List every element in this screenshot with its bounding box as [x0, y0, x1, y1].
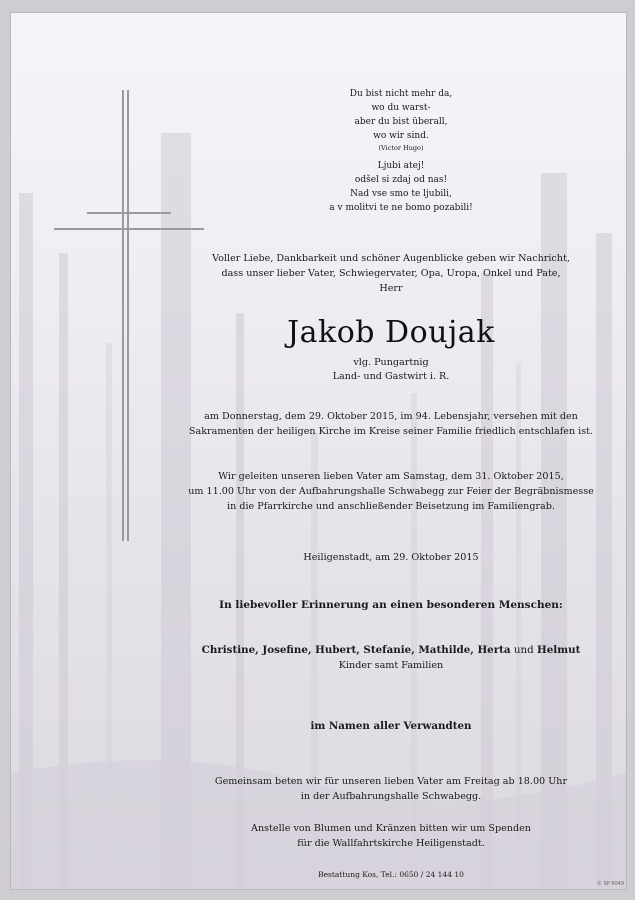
deceased-name: Jakob Doujak	[287, 315, 495, 350]
obituary-sheet	[10, 12, 627, 890]
death-notice-line: am Donnerstag, dem 29. Oktober 2015, im 94. Lebensjahr, versehen mit den	[204, 411, 578, 422]
funeral-line: Wir geleiten unseren lieben Vater am Samstag, dem 31. Oktober 2015,	[218, 471, 564, 482]
poem-german	[271, 87, 531, 153]
deceased-alias: vlg. Pungartnig	[353, 357, 429, 368]
cross-vertical-line-left	[122, 90, 124, 541]
poem-line: wo du warst-	[371, 103, 431, 113]
funeral-line: in die Pfarrkirche und anschließender Beisetzung im Familiengrab.	[227, 501, 555, 512]
prayer-line: in der Aufbahrungshalle Schwabegg.	[300, 791, 482, 802]
funeral-line: um 11.00 Uhr von der Aufbahrungshalle Schwabegg zur Feier der Begräbnismesse	[188, 486, 594, 497]
poem-line: wo wir sind.	[373, 131, 429, 141]
poem-line: odšel si zdaj od nas!	[354, 175, 448, 185]
poem-line: aber du bist überall,	[354, 117, 448, 127]
poem-line: Nad vse smo te ljubili,	[350, 189, 452, 199]
prayer-line: Gemeinsam beten wir für unseren lieben Vater am Freitag ab 18.00 Uhr	[214, 776, 568, 787]
intro-line: Voller Liebe, Dankbarkeit und schöner Augenblicke geben wir Nachricht,	[212, 253, 570, 264]
template-code: © SP 9049	[596, 881, 624, 887]
poem-line: Du bist nicht mehr da,	[349, 89, 453, 99]
family-names	[161, 643, 621, 673]
poem-line: Ljubi atej!	[377, 161, 425, 171]
cross-horizontal-line-short	[87, 212, 171, 214]
cross-horizontal-line-long	[54, 228, 204, 230]
family-conjunction: und	[513, 644, 534, 656]
death-notice	[161, 409, 621, 439]
flowers-line: Anstelle von Blumen und Kränzen bitten wir um Spenden	[251, 823, 531, 834]
intro-text	[161, 251, 621, 296]
intro-line: dass unser lieber Vater, Schwiegervater, Opa, Uropa, Onkel und Pate,	[221, 268, 561, 279]
deceased-details	[161, 356, 621, 384]
deceased-occupation: Land- und Gastwirt i. R.	[332, 371, 450, 382]
poem-slovene	[271, 159, 531, 215]
prayer-notice	[161, 774, 621, 804]
death-notice-line: Sakramenten der heiligen Kirche im Kreise seiner Familie friedlich entschlafen ist.	[188, 426, 594, 437]
funeral-notice	[161, 469, 621, 514]
place-date: Heiligenstadt, am 29. Oktober 2015	[303, 552, 479, 563]
family-last-name: Helmut	[537, 644, 581, 656]
flowers-notice	[161, 821, 621, 851]
children-note: Kinder samt Familien	[338, 660, 444, 671]
family-names-list: Christine, Josefine, Hubert, Stefanie, Mathilde, Herta	[201, 644, 511, 656]
remembrance-heading: In liebevoller Erinnerung an einen besonderen Menschen:	[219, 599, 563, 611]
cross-vertical-line-right	[127, 90, 129, 541]
intro-line: Herr	[379, 283, 403, 294]
relatives-note: im Namen aller Verwandten	[310, 720, 472, 732]
poem-line: a v molitvi te ne bomo pozabili!	[329, 203, 473, 213]
poem-attribution: (Victor Hugo)	[378, 144, 424, 152]
flowers-line: für die Wallfahrtskirche Heiligenstadt.	[297, 838, 485, 849]
undertaker-contact: Bestattung Kos, Tel.: 0650 / 24 144 10	[318, 870, 464, 879]
